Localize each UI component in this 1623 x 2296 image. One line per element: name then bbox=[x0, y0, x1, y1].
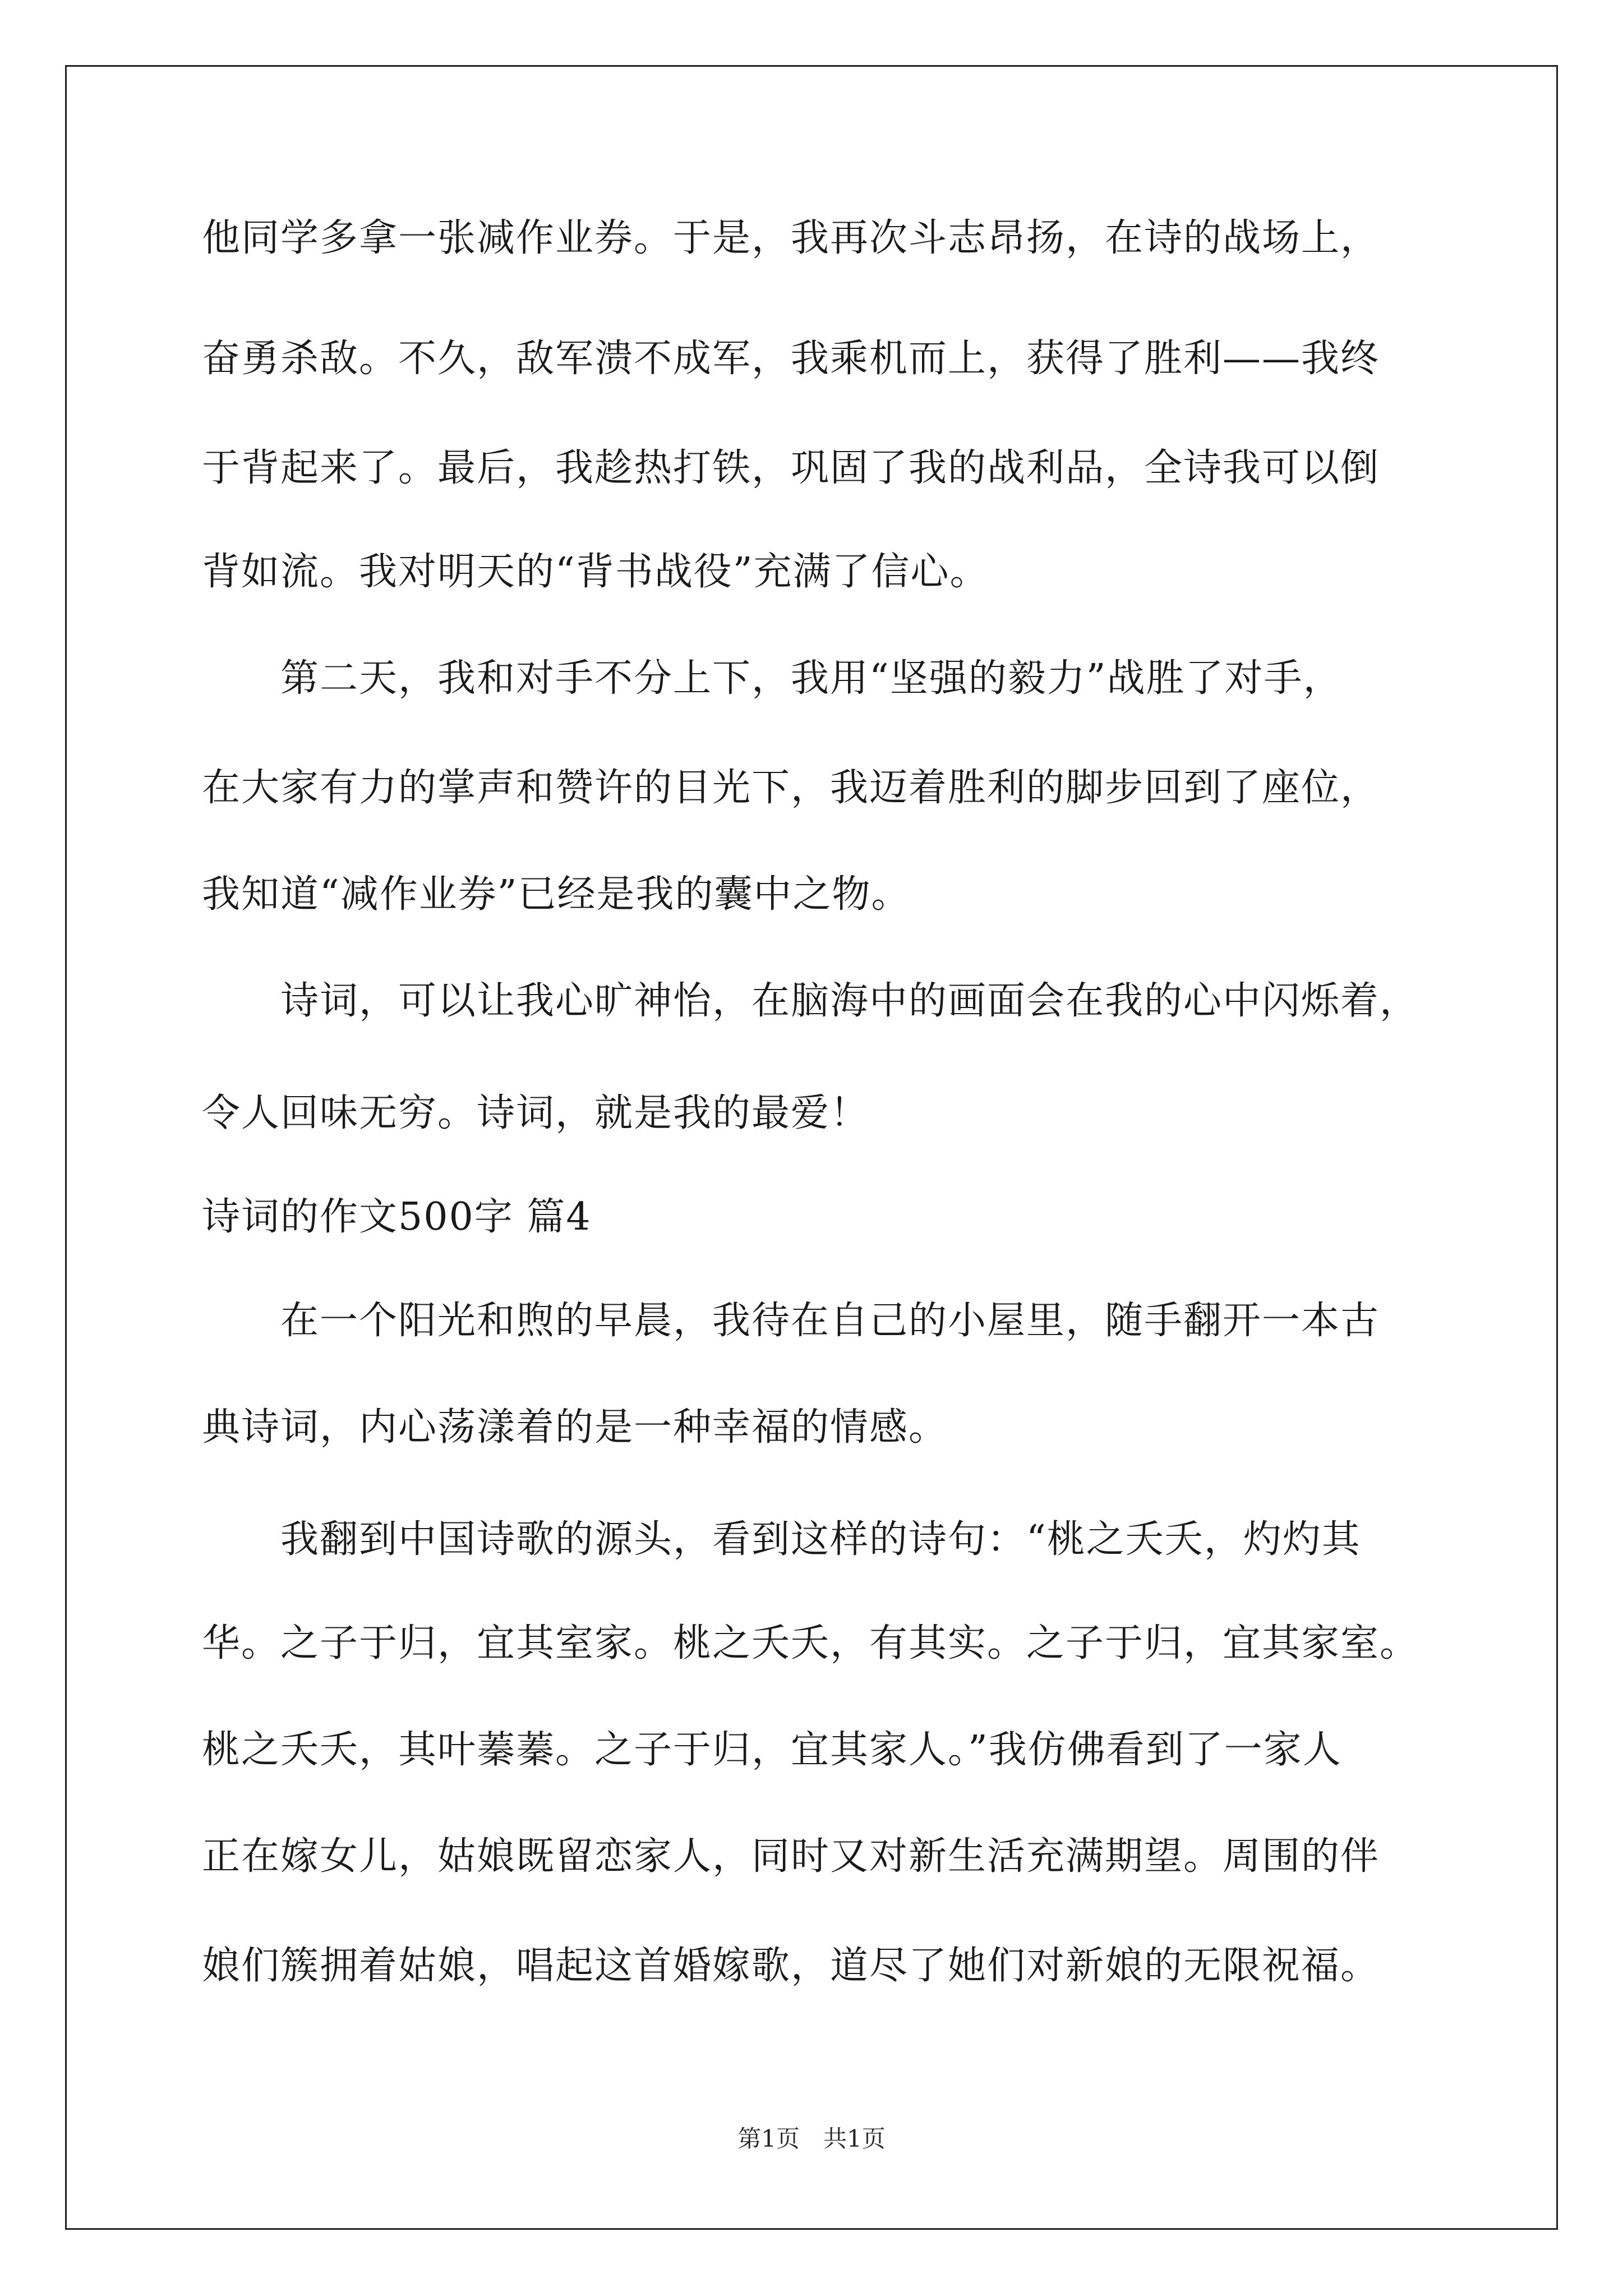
paragraph-line: 在一个阳光和煦的早晨，我待在自己的小屋里，随手翻开一本古 bbox=[280, 1299, 1380, 1343]
section-heading: 诗词的作文500字 篇4 bbox=[202, 1195, 592, 1239]
paragraph-line: 正在嫁女儿，姑娘既留恋家人，同时又对新生活充满期望。周围的伴 bbox=[202, 1834, 1380, 1879]
paragraph-line: 令人回味无穷。诗词，就是我的最爱！ bbox=[202, 1091, 870, 1135]
paragraph-line: 于背起来了。最后，我趁热打铁，巩固了我的战利品，全诗我可以倒 bbox=[202, 446, 1380, 490]
paragraph-line: 第二天，我和对手不分上下，我用“坚强的毅力”战胜了对手， bbox=[280, 656, 1343, 701]
paragraph-line: 我翻到中国诗歌的源头，看到这样的诗句：“桃之夭夭，灼灼其 bbox=[280, 1517, 1361, 1562]
paragraph-line: 典诗词，内心荡漾着的是一种幸福的情感。 bbox=[202, 1405, 948, 1450]
page-border bbox=[65, 65, 1558, 2230]
paragraph-line: 娘们簇拥着姑娘，唱起这首婚嫁歌，道尽了她们对新娘的无限祝福。 bbox=[202, 1944, 1380, 1988]
paragraph-line: 他同学多拿一张减作业券。于是，我再次斗志昂扬，在诗的战场上， bbox=[202, 216, 1380, 260]
paragraph-line: 奋勇杀敌。不久，敌军溃不成军，我乘机而上，获得了胜利——我终 bbox=[202, 337, 1380, 381]
page-footer: 第1页 共1页 bbox=[737, 2125, 886, 2152]
paragraph-line: 在大家有力的掌声和赞许的目光下，我迈着胜利的脚步回到了座位， bbox=[202, 766, 1380, 810]
paragraph-line: 诗词，可以让我心旷神怡，在脑海中的画面会在我的心中闪烁着， bbox=[280, 979, 1419, 1023]
paragraph-line: 背如流。我对明天的“背书战役”充满了信心。 bbox=[202, 550, 989, 594]
paragraph-line: 我知道“减作业券”已经是我的囊中之物。 bbox=[202, 872, 911, 917]
paragraph-line: 华。之子于归，宜其室家。桃之夭夭，有其实。之子于归，宜其家室。 bbox=[202, 1621, 1419, 1665]
paragraph-line: 桃之夭夭，其叶蓁蓁。之子于归，宜其家人。”我仿佛看到了一家人 bbox=[202, 1728, 1342, 1772]
